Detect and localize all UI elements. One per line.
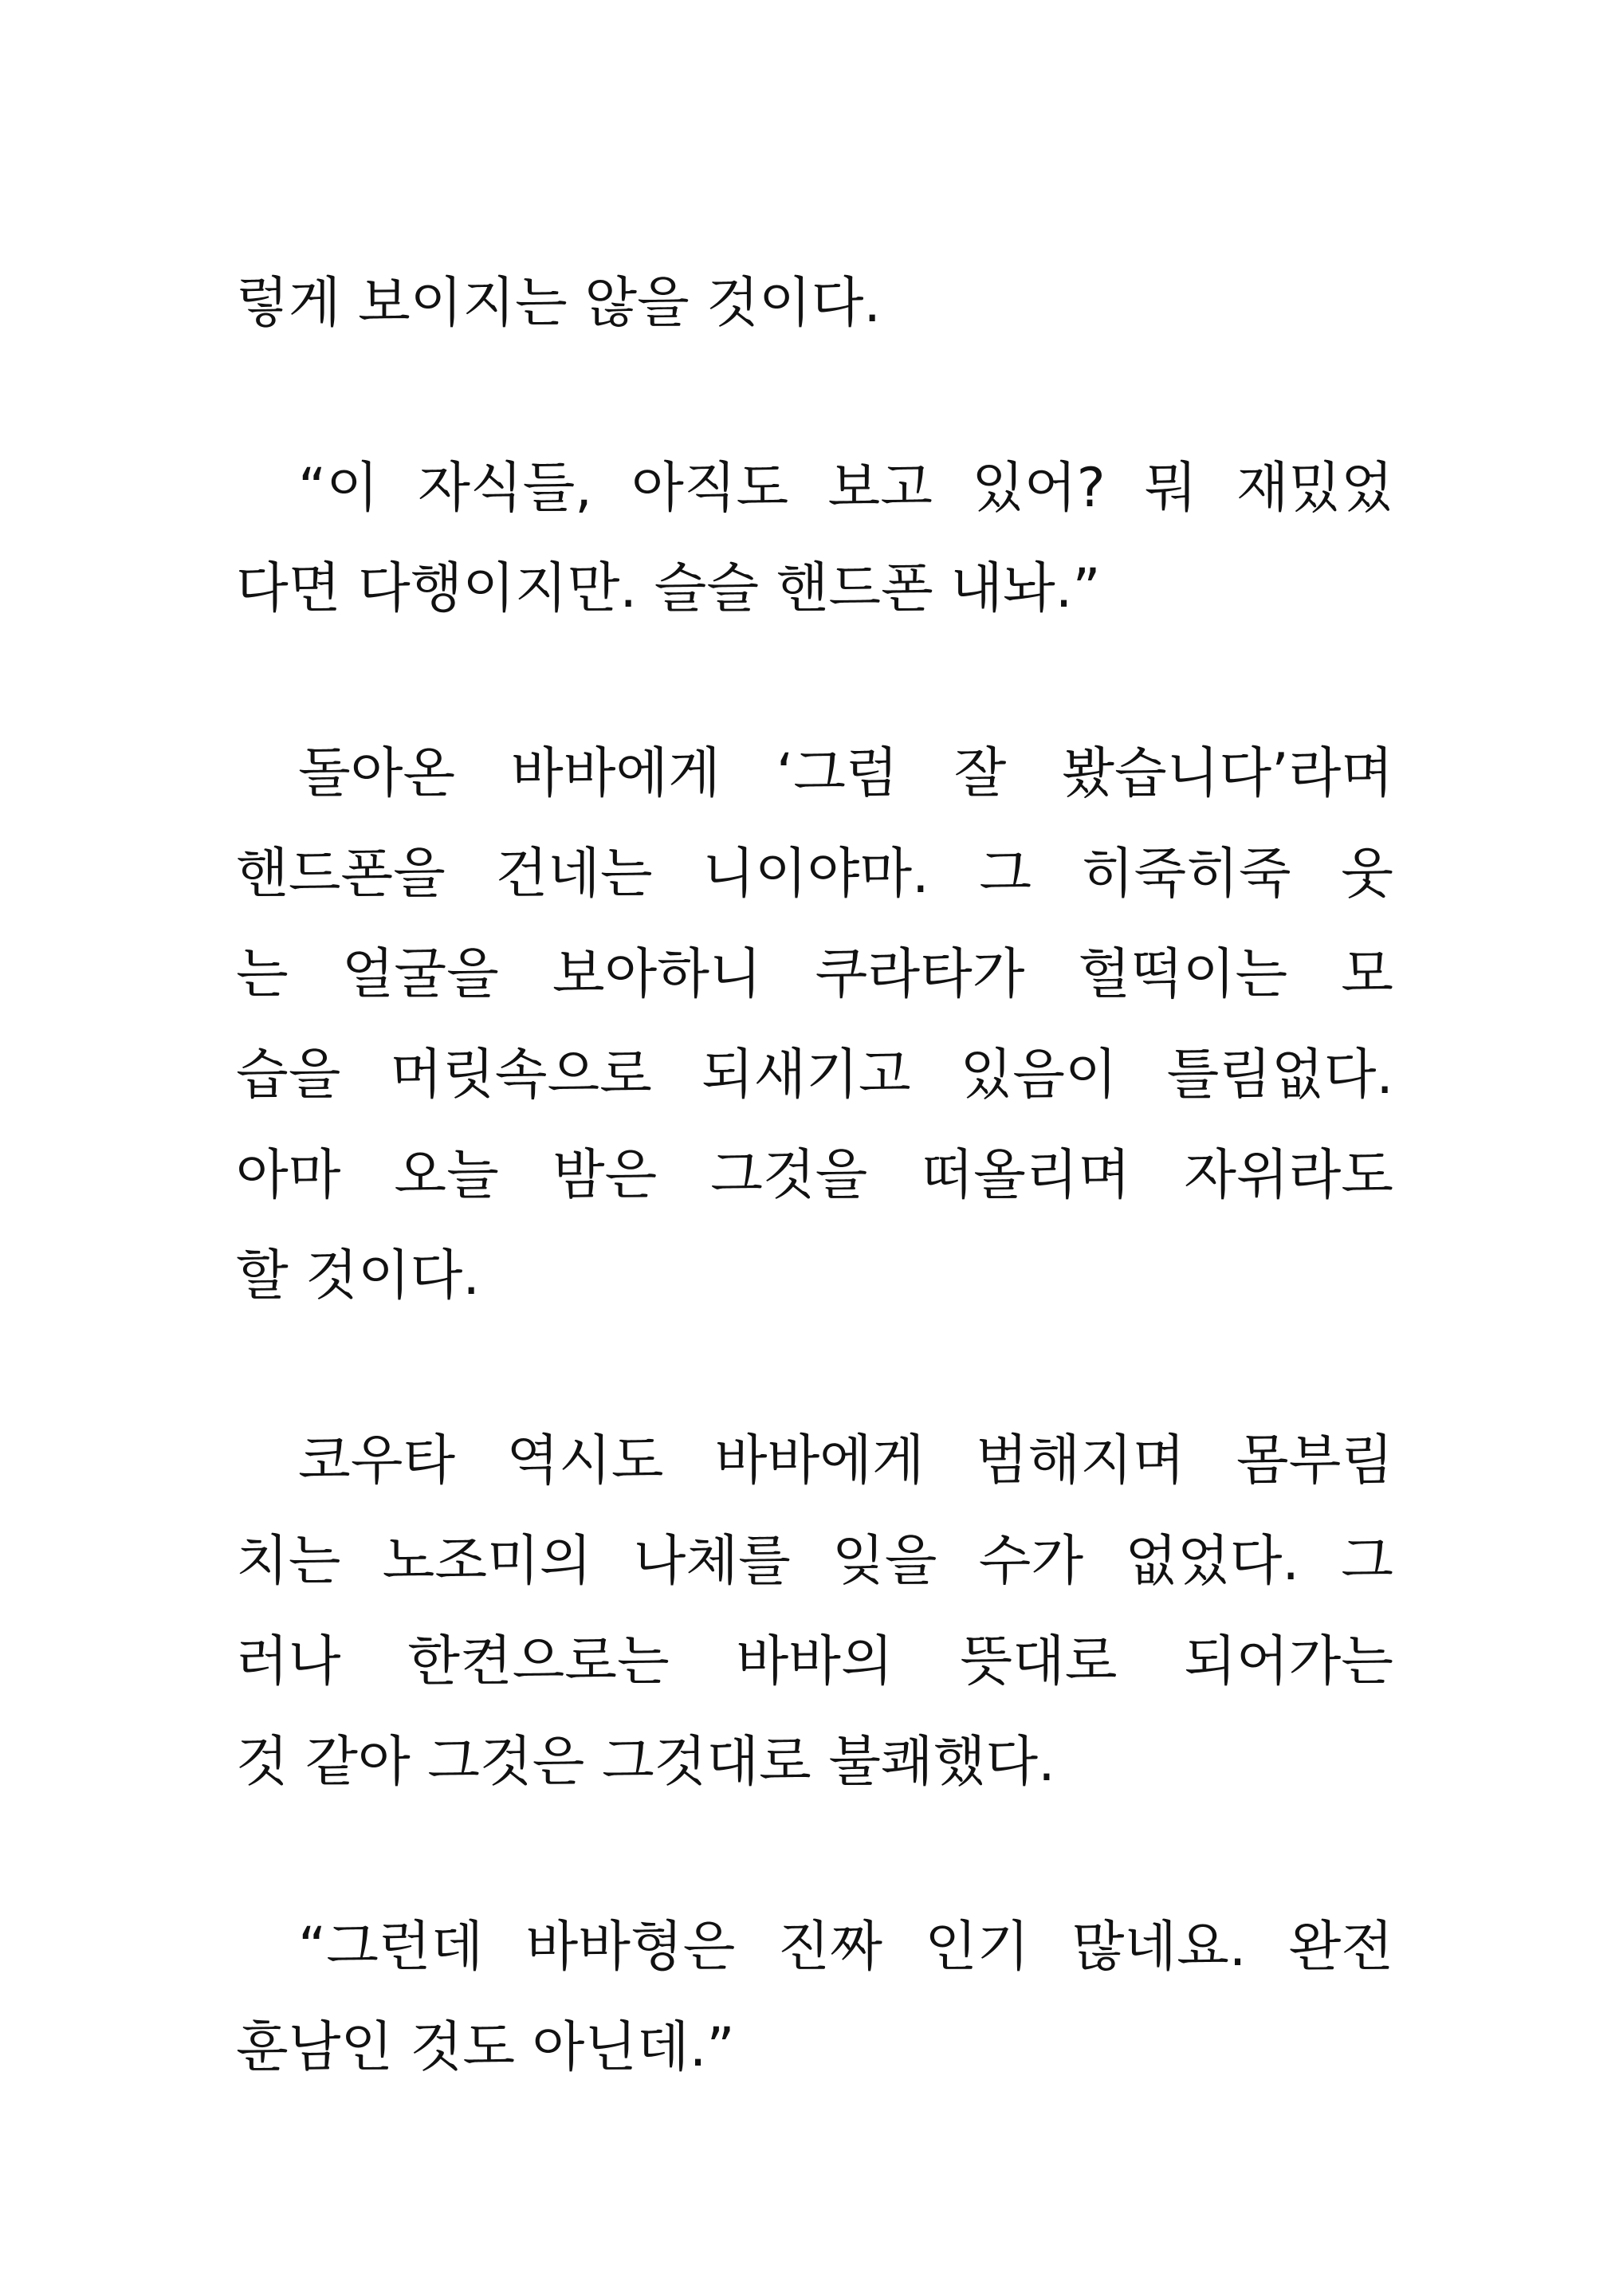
paragraph-3-line-4: 습을 머릿속으로 되새기고 있음이 틀림없다. <box>236 1044 1393 1107</box>
paragraph-5-line-1: “그런데 바바형은 진짜 인기 많네요. 완전 <box>298 1916 1393 1979</box>
paragraph-5-line-2: 훈남인 것도 아닌데.” <box>236 2016 735 2079</box>
paragraph-3-line-3: 는 얼굴을 보아하니 쿠라타가 헐떡이는 모 <box>236 943 1393 1006</box>
paragraph-4-line-1: 코우타 역시도 바바에게 범해지며 몸부림 <box>298 1429 1393 1492</box>
paragraph-3-line-2: 핸드폰을 건네는 니이야마. 그 히죽히죽 웃 <box>236 843 1393 906</box>
paragraph-4-line-2: 치는 노조미의 나체를 잊을 수가 없었다. 그 <box>236 1530 1393 1593</box>
paragraph-4-line-4: 것 같아 그것은 그것대로 불쾌했다. <box>236 1731 1055 1794</box>
paragraph-3-line-6: 할 것이다. <box>236 1244 480 1307</box>
paragraph-2-line-1: “이 자식들, 아직도 보고 있어? 뭐 재밌었 <box>298 457 1393 520</box>
paragraph-2-line-2: 다면 다행이지만. 슬슬 핸드폰 내놔.” <box>236 557 1101 620</box>
paragraph-3-line-1: 돌아온 바바에게 ‘그럼 잘 봤습니다’라며 <box>298 742 1393 805</box>
paragraph-3-line-5: 아마 오늘 밤은 그것을 떠올리며 자위라도 <box>236 1144 1393 1207</box>
paragraph-1-line-1: 렇게 보이지는 않을 것이다. <box>236 272 882 335</box>
paragraph-4-line-3: 러나 한켠으로는 바바의 뜻대로 되어가는 <box>236 1630 1393 1693</box>
